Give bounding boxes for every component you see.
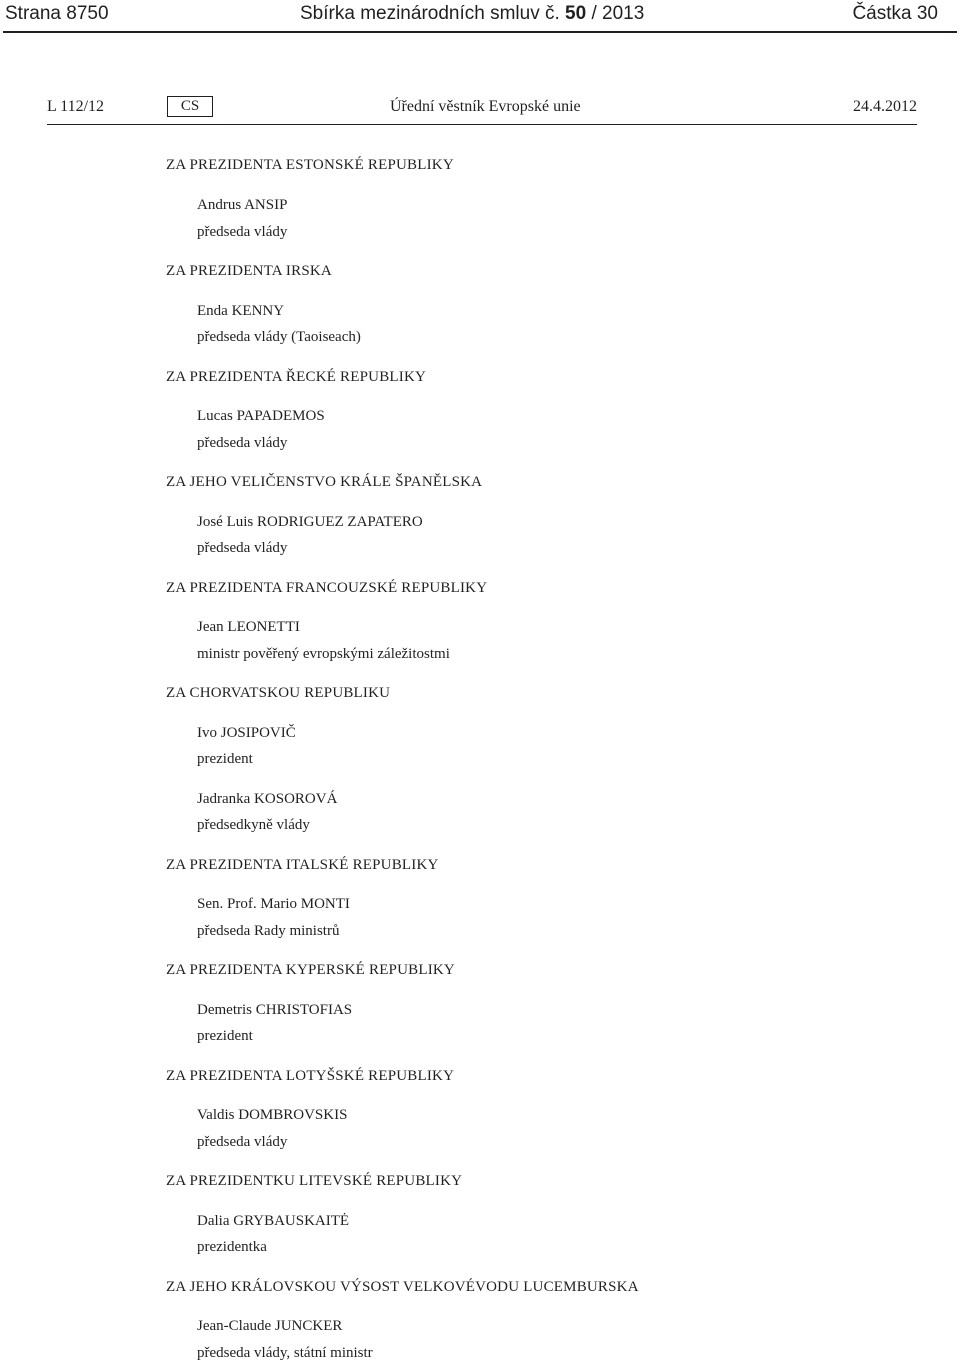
signatory-title: předseda vlády xyxy=(197,1134,288,1150)
signatory-heading: ZA PREZIDENTA FRANCOUZSKÉ REPUBLIKY xyxy=(166,580,488,596)
signatory-title: předseda vlády, státní ministr xyxy=(197,1345,373,1361)
signatory-heading: ZA PREZIDENTA KYPERSKÉ REPUBLIKY xyxy=(166,962,455,978)
signatory-title: prezidentka xyxy=(197,1239,267,1255)
signatory-name: Andrus ANSIP xyxy=(197,197,288,213)
signatory-heading: ZA PREZIDENTA ESTONSKÉ REPUBLIKY xyxy=(166,157,454,173)
signatory-name: Valdis DOMBROVSKIS xyxy=(197,1107,348,1123)
signatory-heading: ZA PREZIDENTA ŘECKÉ REPUBLIKY xyxy=(166,369,427,385)
signatory-name: Ivo JOSIPOVIČ xyxy=(197,725,296,741)
signatory-name: Jadranka KOSOROVÁ xyxy=(197,791,338,807)
language-box: CS xyxy=(167,96,213,117)
signatory-name: Jean-Claude JUNCKER xyxy=(197,1318,343,1334)
signatory-name: Enda KENNY xyxy=(197,303,285,319)
signatory-title: ministr pověřený evropskými záležitostmi xyxy=(197,646,450,662)
signatory-name: Jean LEONETTI xyxy=(197,619,300,635)
journal-name: Úřední věstník Evropské unie xyxy=(390,98,581,115)
collection-suffix: / 2013 xyxy=(586,3,645,24)
signatory-title: předseda vlády xyxy=(197,224,288,240)
signatory-name: José Luis RODRIGUEZ ZAPATERO xyxy=(197,514,423,530)
journal-date: 24.4.2012 xyxy=(853,98,917,115)
signatory-title: předseda vlády xyxy=(197,540,288,556)
signatory-heading: ZA PREZIDENTA IRSKA xyxy=(166,263,332,279)
collection-prefix: Sbírka mezinárodních smluv č. xyxy=(300,3,566,24)
signatory-title: předsedkyně vlády xyxy=(197,817,310,833)
signatory-name: Demetris CHRISTOFIAS xyxy=(197,1002,353,1018)
collection-number: 50 xyxy=(565,3,587,24)
signatory-name: Sen. Prof. Mario MONTI xyxy=(197,896,350,912)
signatory-name: Lucas PAPADEMOS xyxy=(197,408,325,424)
signatory-name: Dalia GRYBAUSKAITĖ xyxy=(197,1213,350,1229)
page-number: Strana 8750 xyxy=(5,3,109,24)
signatory-title: předseda Rady ministrů xyxy=(197,923,340,939)
signatory-heading: ZA PREZIDENTA ITALSKÉ REPUBLIKY xyxy=(166,857,439,873)
signatory-heading: ZA PREZIDENTKU LITEVSKÉ REPUBLIKY xyxy=(166,1173,463,1189)
part-number: Částka 30 xyxy=(852,3,938,24)
signatory-title: předseda vlády (Taoiseach) xyxy=(197,329,361,345)
signatory-heading: ZA JEHO VELIČENSTVO KRÁLE ŠPANĚLSKA xyxy=(166,474,483,490)
signatory-heading: ZA JEHO KRÁLOVSKOU VÝSOST VELKOVÉVODU LUCEMBURSKA xyxy=(166,1279,639,1295)
signatory-heading: ZA CHORVATSKOU REPUBLIKU xyxy=(166,685,391,701)
signatory-title: předseda vlády xyxy=(197,435,288,451)
signatory-title: prezident xyxy=(197,1028,253,1044)
signatory-heading: ZA PREZIDENTA LOTYŠSKÉ REPUBLIKY xyxy=(166,1068,455,1084)
journal-reference: L 112/12 xyxy=(47,98,105,115)
signatory-title: prezident xyxy=(197,751,253,767)
